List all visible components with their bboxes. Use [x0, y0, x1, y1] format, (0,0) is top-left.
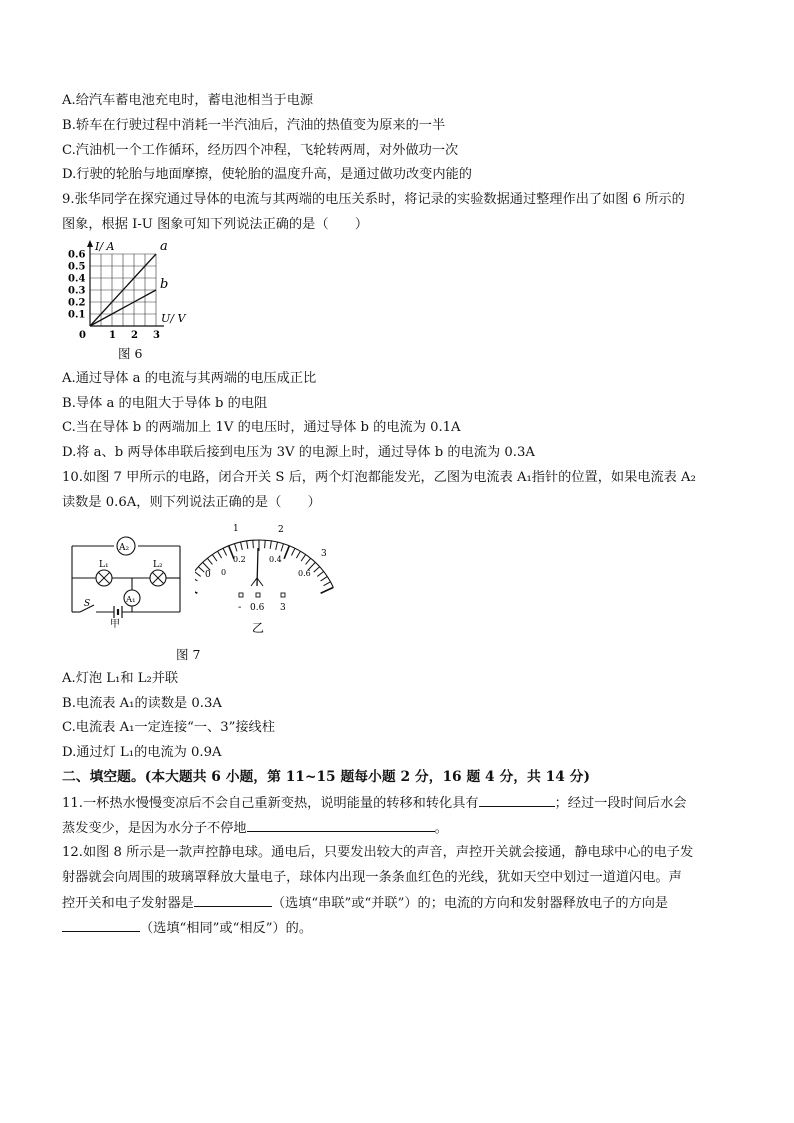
q10-stem-line2: 读数是 0.6A，则下列说法正确的是（ ） [62, 495, 321, 510]
dial-tick [223, 548, 227, 555]
dial-bot-02: 0.2 [233, 555, 246, 564]
q9-option-d: D.将 a、b 两导体串联后接到电压为 3V 的电源上时，通过导体 b 的电流为 0.3A [62, 445, 535, 460]
q12-text-3: （选填“相同”或“相反”）的。 [140, 921, 313, 936]
dial-tick [265, 540, 266, 548]
q10-option-a: A.灯泡 L₁和 L₂并联 [62, 671, 179, 686]
battery-symbol [114, 606, 122, 618]
dial-tick [195, 587, 197, 593]
dial-tick [321, 577, 328, 581]
q11-text-2: ；经过一段时间后水会 [554, 796, 687, 811]
q8-option-b: B.轿车在行驶过程中消耗一半汽油后，汽油的热值变为原来的一半 [62, 118, 446, 133]
dial-tick [276, 542, 278, 550]
q12-line2: 射器就会向周围的玻璃罩释放大量电子，球体内出现一条条血红色的光线，犹如天空中划过一道道闪电。声 [62, 870, 682, 885]
q10-stem-line1: 10.如图 7 甲所示的电路，闭合开关 S 后，两个灯泡都能发光，乙图为电流表 A₁指针的位置，如果电流表 A₂ [62, 470, 696, 485]
q9-option-b: B.导体 a 的电阻大于导体 b 的电阻 [62, 396, 268, 411]
series-label-b: b [160, 277, 169, 292]
q11-text-4: 。 [434, 821, 448, 836]
a1-label: A₁ [126, 595, 136, 605]
q12-line3 [62, 894, 668, 912]
dial-ticks [195, 540, 333, 593]
dial-tick [207, 558, 212, 564]
dial-tick [212, 555, 217, 562]
dial-tick [270, 541, 271, 549]
ammeter-dial [195, 520, 345, 640]
x-tick-label: 2 [131, 330, 138, 341]
q11-blank-1[interactable] [479, 794, 555, 807]
terminal-minus: - [238, 602, 242, 613]
q12-blank-1[interactable] [194, 894, 272, 907]
yi-label: 乙 [252, 621, 265, 635]
q12-blank-2[interactable] [62, 919, 140, 932]
x-axis-label: U/ V [161, 312, 186, 325]
section-2-title: 二、填空题。(本大题共 6 小题，第 11~15 题每小题 2 分，16 题 4 分，共 14 分) [62, 769, 590, 785]
q10-option-d: D.通过灯 L₁的电流为 0.9A [62, 745, 222, 760]
q9-option-c: C.当在导体 b 的两端加上 1V 的电压时，通过导体 b 的电流为 0.1A [62, 420, 461, 435]
ammeter-a1-symbol [124, 590, 140, 606]
a2-label: A₂ [119, 543, 130, 553]
dial-tick [306, 558, 311, 564]
dial-top-0: 0 [205, 570, 211, 580]
dial-top-3: 3 [321, 549, 327, 559]
y-tick-label: 0.5 [68, 261, 86, 273]
ammeter-a2-symbol [117, 537, 135, 555]
q11-line2 [62, 819, 448, 837]
dial-tick [324, 582, 331, 586]
dial-tick [284, 546, 289, 559]
y-axis-arrow [87, 240, 93, 247]
dial-tick [235, 544, 237, 552]
q8-option-c: C.汽油机一个工作循环，经历四个冲程，飞轮转两周，对外做功一次 [62, 143, 459, 158]
figure-7-caption: 图 7 [176, 647, 201, 662]
q8-option-a: A.给汽车蓄电池充电时，蓄电池相当于电源 [62, 93, 314, 108]
dial-tick [253, 540, 254, 548]
x-tick-label: 1 [109, 330, 116, 341]
dial-tick [241, 542, 243, 550]
iu-chart [64, 238, 194, 344]
dial-tick [314, 567, 320, 572]
terminal-06: 0.6 [250, 603, 265, 613]
dial-tick [195, 577, 197, 581]
dial-tick [291, 548, 295, 555]
circuit-diagram [66, 530, 190, 630]
dial-bot-06: 0.6 [298, 569, 311, 578]
dial-tick [317, 572, 323, 577]
dial-top-2: 2 [278, 525, 284, 535]
q10-option-c: C.电流表 A₁一定连接“一、3”接线柱 [62, 720, 275, 735]
dial-bot-0: 0 [221, 568, 227, 577]
q12-text-1: 控开关和电子发射器是 [62, 896, 194, 911]
dial-terminals [239, 593, 285, 597]
dial-tick [195, 572, 201, 577]
y-axis-label: I/ A [95, 240, 115, 253]
l2-label: L₂ [153, 560, 163, 570]
x-tick-label: 0 [79, 330, 86, 341]
dial-tick [301, 555, 306, 562]
series-label-a: a [160, 239, 168, 254]
dial-tick [218, 551, 222, 558]
l1-label: L₁ [99, 560, 109, 570]
q12-line1: 12.如图 8 所示是一款声控静电球。通电后，只要发出较大的声音，声控开关就会接通，静电球中心的电子发 [62, 845, 694, 860]
dial-pointer [257, 548, 258, 586]
lamp-l1-symbol [96, 560, 112, 586]
jia-label: 甲 [110, 619, 120, 630]
q11-blank-2[interactable] [247, 819, 435, 832]
q9-stem-line2: 图象，根据 I-U 图象可知下列说法正确的是（ ） [62, 217, 369, 232]
dial-tick [198, 567, 204, 572]
dial-bot-04: 0.4 [269, 555, 282, 564]
dial-top-1: 1 [233, 524, 239, 534]
q9-stem-line1: 9.张华同学在探究通过导体的电流与其两端的电压关系时，将记录的实验数据通过整理作出了如图 6 所示的 [62, 192, 685, 207]
dial-tick [247, 541, 248, 549]
y-tick-label: 0.1 [68, 309, 86, 321]
q10-option-b: B.电流表 A₁的读数是 0.3A [62, 696, 222, 711]
q12-line4 [62, 919, 312, 937]
dial-tick [321, 587, 334, 593]
dial-tick [281, 544, 283, 552]
lamp-l2-symbol [150, 560, 166, 586]
q12-text-2: （选填“串联”或“并联”）的；电流的方向和发射器释放电子的方向是 [271, 896, 669, 911]
dial-tick [296, 551, 300, 558]
q11-line1 [62, 794, 686, 812]
terminal-3: 3 [280, 603, 286, 613]
y-tick-label: 0.2 [68, 297, 86, 309]
x-tick-label: 3 [153, 330, 160, 341]
y-tick-label: 0.4 [68, 273, 86, 285]
q9-option-a: A.通过导体 a 的电流与其两端的电压成正比 [62, 371, 317, 386]
y-tick-label: 0.6 [68, 249, 86, 261]
q11-text-1: 11.一杯热水慢慢变凉后不会自己重新变热，说明能量的转移和转化具有 [62, 796, 479, 811]
q8-option-d: D.行驶的轮胎与地面摩擦，使轮胎的温度升高，是通过做功改变内能的 [62, 167, 472, 182]
q11-text-3: 蒸发变少，是因为水分子不停地 [62, 821, 247, 836]
y-tick-label: 0.3 [68, 285, 86, 297]
switch-label: S [84, 599, 91, 609]
figure-6-caption: 图 6 [118, 346, 143, 361]
